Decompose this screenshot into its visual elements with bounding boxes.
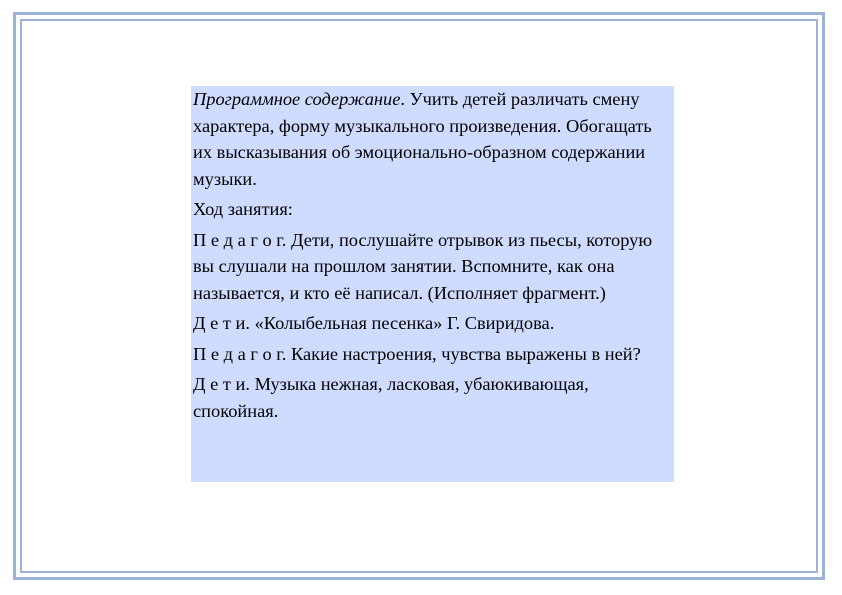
teacher-line-1: П е д а г о г. Дети, послушайте отрывок из пьесы, которую вы слушали на прошлом занятии. Вспомните, как она называется, и кто её написал. (Исполняет фрагмент.) bbox=[193, 229, 653, 303]
lesson-progress-heading: Ход занятия: bbox=[193, 199, 293, 219]
program-content-label: Программное содержание bbox=[193, 89, 401, 109]
children-line-2: Д е т и. Музыка нежная, ласковая, убаюкивающая, спокойная. bbox=[193, 374, 589, 421]
lesson-text-box bbox=[191, 86, 674, 482]
program-content-paragraph bbox=[193, 86, 672, 192]
teacher-line-2: П е д а г о г. Какие настроения, чувства выражены в ней? bbox=[193, 343, 641, 364]
program-content-text: . Учить детей различать смену характера, форму музыкального произведения. Обогащать их высказывания об эмоционально-образном содержании музыки. bbox=[193, 89, 652, 189]
children-line-1: Д е т и. «Колыбельная песенка» Г. Свиридова. bbox=[193, 313, 555, 333]
